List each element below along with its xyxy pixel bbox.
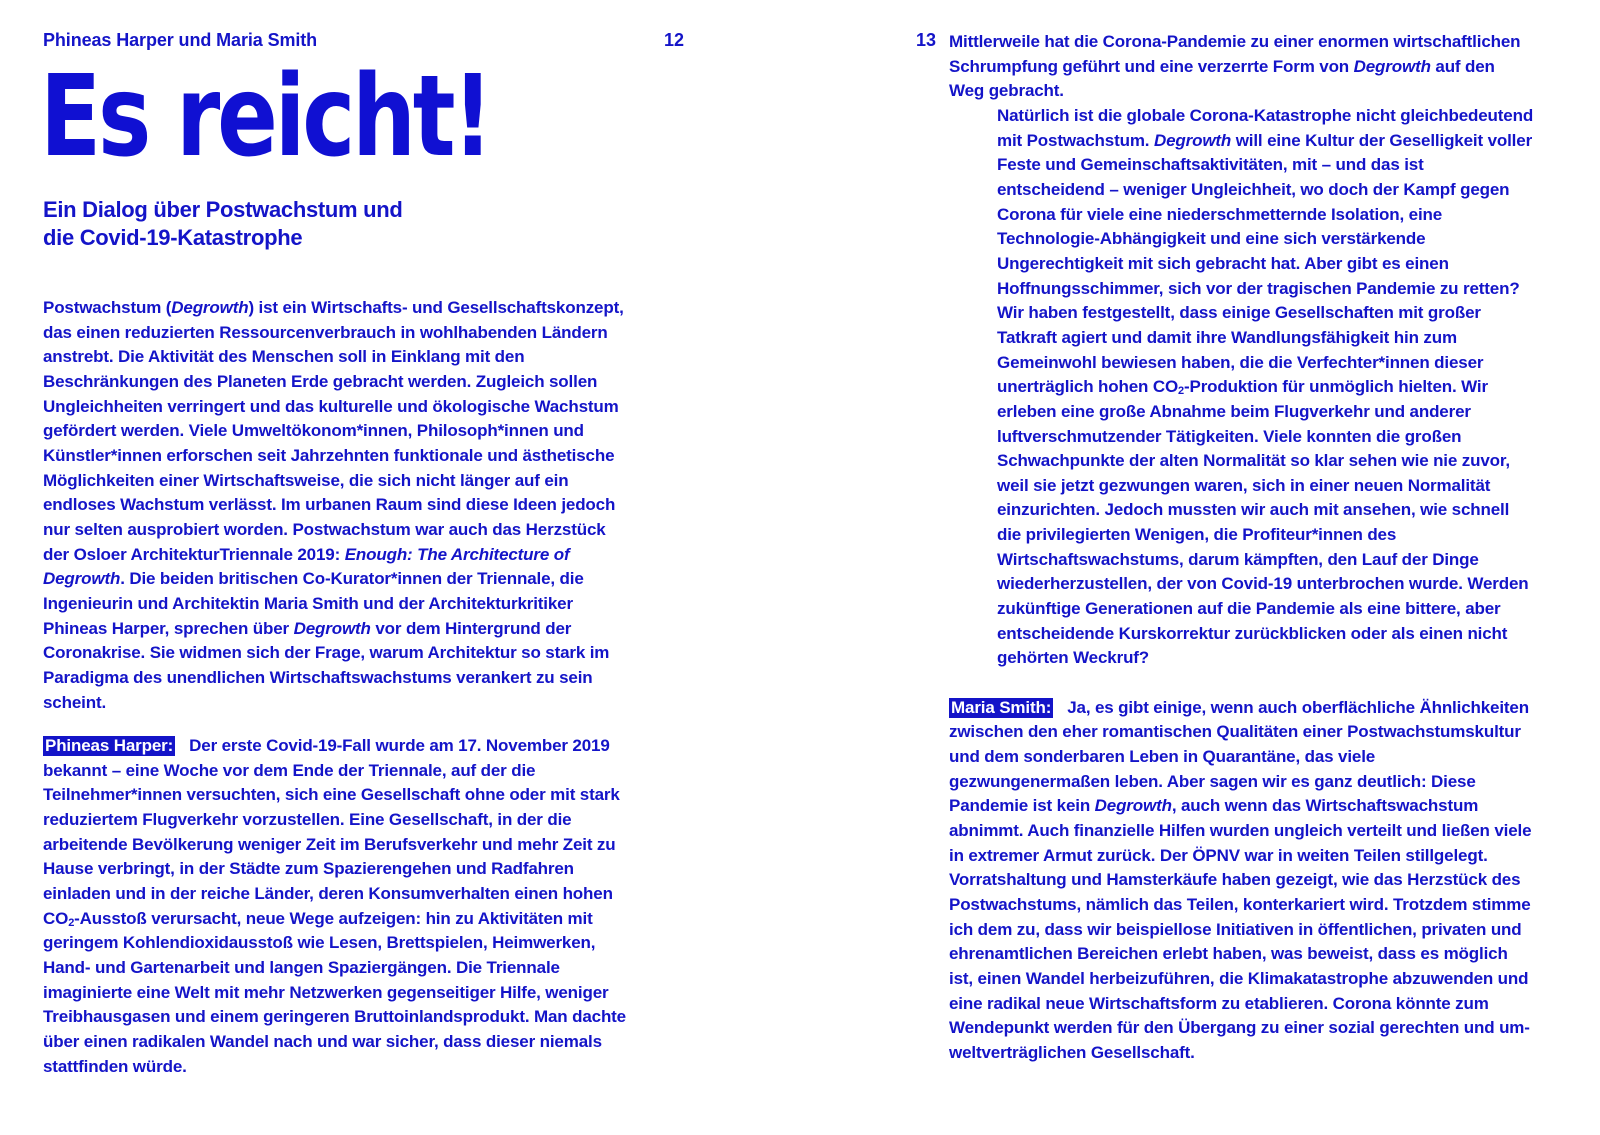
subscript: 2 — [1178, 385, 1184, 398]
running-head: Phineas Harper und Maria Smith — [43, 30, 318, 50]
dialog-text: -Ausstoß verursacht, neue Wege aufzeigen: hin zu Aktivitäten mit geringem Kohlendioxidausstoß wie Lesen, Brettspielen, Heimwerken, Hand- und Gartenarbeit und langen Spaziergängen. Die Triennale imaginierte eine Welt mit mehr Netzwerken gegenseitiger Hilfe, weniger Treibhausgasen und einem geringeren Bruttoinlandsprodukt. Man dachte über einen radikalen Wandel nach und war sicher, dass dieser niemals stattfinden würde. — [43, 908, 626, 1076]
paragraph-spacer — [949, 671, 1534, 696]
dialog-maria — [949, 696, 1534, 1066]
speaker-label: Maria Smith: — [951, 697, 1052, 717]
paragraph-text: will eine Kultur der Geselligkeit voller Feste und Gemeinschaftsaktivitäten, mit – und das ist entscheidend – weniger Ungleichheit, wo doch der Kampf gegen Corona für viele eine niederschmetternde Isolation, eine Technologie-Abhängigkeit und eine sich verstärkende Ungerechtigkeit mit sich gebracht hat. Aber gibt es einen Hoffnungsschimmer, sich vor der tragischen Pandemie zu retten? Wir haben festgestellt, dass einige Gesellschaften mit großer Tatkraft agiert und damit ihre Wandlungsfähigkeit hin zum Gemeinwohl bewiesen haben, die die Verfechter*innen dieser unerträglich hohen CO — [997, 130, 1533, 397]
paragraph-italic: Degrowth — [1153, 130, 1232, 150]
speaker-label: Phineas Harper: — [45, 736, 174, 755]
right-column — [949, 30, 1534, 1066]
indented-paragraph — [997, 104, 1534, 671]
intro-text: ) ist ein Wirtschafts- und Gesellschaftskonzept, das einen reduzierten Ressourcenverbrauch in wohlhabenden Ländern anstrebt. Die Aktivität des Menschen soll in Einklang mit den Beschränkungen des Planeten Erde gebracht werden. Zugleich sollen Ungleichheiten verringert und das kulturelle und ökologische Wachstum gefördert werden. Viele Umweltökonom*innen, Philosoph*innen und Künstler*innen erforschen seit Jahrzehnten funktionale und ästhetische Möglichkeiten einer Wirtschaftsweise, die sich nicht länger auf ein endloses Wachstum verlässt. Im urbanen Raum sind diese Ideen jedoch nur selten ausprobiert worden. Postwachstum war auch das Herzstück der Osloer ArchitekturTriennale 2019: — [43, 298, 624, 564]
paragraph-text: auf den Weg gebracht. — [949, 56, 1495, 101]
paragraph-text: Natürlich ist die globale Corona-Katastrophe nicht gleichbedeutend mit Postwachstum. — [997, 105, 1534, 150]
dialog-text: Ja, es gibt einige, wenn auch oberflächliche Ähnlichkeiten zwischen den eher romantischen Qualitäten einer Postwachstumskultur und dem sonderbaren Leben in Quarantäne, das viele gezwungenermaßen leben. Aber sagen wir es ganz deutlich: Diese Pandemie ist kein — [949, 697, 1529, 816]
paragraph-text: -Produktion für unmöglich hielten. Wir erleben eine große Abnahme beim Flugverkehr und anderer luftverschmutzender Tätigkeiten. Viele konnten die großen Schwachpunkte der alten Normalität so klar sehen wie nie zuvor, weil sie jetzt gezwungen waren, sich in einer neuen Normalität einzurichten. Jedoch mussten wir auch mit ansehen, wie schnell die privilegierten Wenigen, die Profiteur*innen des Wirtschaftswachstums, darum kämpften, den Lauf der Dinge wiederherzustellen, der von Covid-19 unterbrochen wurde. Werden zukünftige Generationen auf die Pandemie als eine bittere, aber entscheidende Kurskorrektur zurückblicken oder als einen nicht gehörten Weckruf? — [997, 377, 1529, 668]
dialog-italic: Degrowth — [1094, 796, 1172, 816]
subtitle — [43, 196, 483, 252]
intro-paragraph — [43, 296, 627, 715]
dialog-text: , auch wenn das Wirtschaftswachstum abnimmt. Auch finanzielle Hilfen wurden ungleich verteilt und ließen viele in extremer Armut zurück. Der ÖPNV war in weiten Teilen stillgelegt. Vorratshaltung und Hamsterkäufe haben gezeigt, wie das Herzstück des Postwachstums, nämlich das Teilen, konterkariert wird. Trotzdem stimme ich dem zu, dass wir beispiellose Initiativen in öffentlichen, privaten und ehrenamtlichen Bereichen erlebt haben, was beweist, dass es möglich ist, einen Wandel herbeizuführen, die Klimakatastrophe abzuwenden und eine radikal neue Wirtschaftsform zu etablieren. Corona könnte zum Wendepunkt werden für den Übergang zu einer sozial gerechten und umweltverträglichen Gesellschaft. — [949, 796, 1532, 1062]
right-page — [800, 0, 1600, 1135]
intro-text: . Die beiden britischen Co-Kurator*innen der Triennale, die Ingenieurin und Architektin Maria Smith und der Architekturkritiker Phineas Harper, sprechen über — [43, 569, 584, 638]
dialog-phineas — [43, 734, 627, 1079]
page-number-right: 13 — [916, 30, 937, 50]
page-number-left: 12 — [664, 30, 685, 50]
intro-text: vor dem Hintergrund der Coronakrise. Sie widmen sich der Frage, warum Architektur so stark im Paradigma des unendlichen Wirtschaftswachstums verankert zu sein scheint. — [43, 618, 610, 712]
subscript: 2 — [68, 916, 75, 929]
intro-italic: Enough: The Architecture of Degrowth — [43, 544, 570, 589]
subtitle-line-2: die Covid-19-Katastrophe — [43, 225, 303, 250]
paragraph-text: Mittlerweile hat die Corona-Pandemie zu einer enormen wirtschaftlichen Schrumpfung geführt und eine verzerrte Form von — [949, 32, 1521, 76]
intro-text: Postwachstum ( — [43, 298, 172, 317]
subtitle-line-1: Ein Dialog über Postwachstum und — [43, 197, 403, 222]
paragraph — [949, 30, 1534, 104]
intro-italic: Degrowth — [171, 298, 249, 317]
dialog-text: Der erste Covid-19-Fall wurde am 17. November 2019 bekannt – eine Woche vor dem Ende der Triennale, auf der die Teilnehmer*innen versuchten, sich eine Gesellschaft ohne oder mit stark reduziertem Flugverkehr vorzustellen. Eine Gesellschaft, in der die arbeitende Bevölkerung weniger Zeit im Berufsverkehr und mehr Zeit zu Hause verbringt, in der Städte zum Spazierengehen und Radfahren einladen und in der reiche Länder, deren Konsumverhalten einen hohen CO — [43, 736, 620, 928]
page-title: Es reicht! — [40, 52, 490, 182]
intro-italic: Degrowth — [293, 618, 371, 638]
paragraph-italic: Degrowth — [1353, 56, 1431, 76]
